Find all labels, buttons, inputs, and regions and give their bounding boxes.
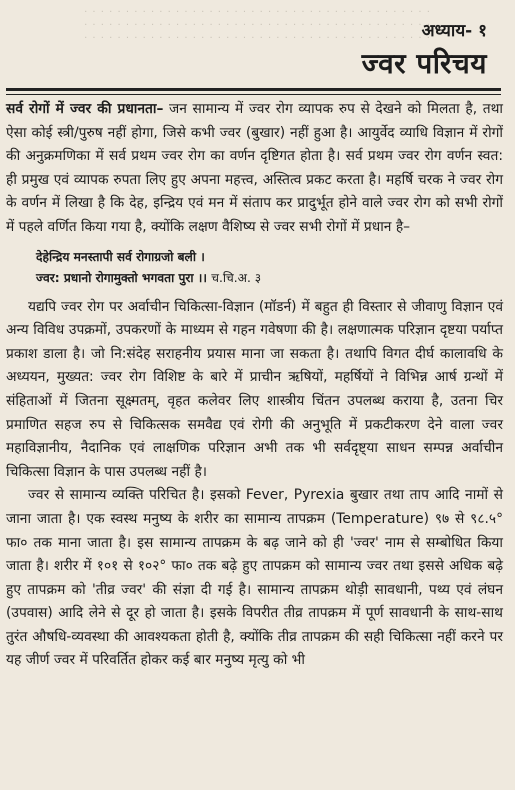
- heading-rule-thin: [6, 94, 501, 95]
- chapter-title: ज्वर परिचय: [361, 47, 487, 80]
- page-body: [6, 98, 503, 673]
- verse-line-1: देहेन्द्रिय मनस्तापी सर्व रोगाग्रजो बली ।: [36, 249, 205, 264]
- heading-rule-thick: [6, 88, 501, 91]
- intro-paragraph: [6, 98, 503, 240]
- bleed-through-text: · · · · · · · · · · · · · · · · · · · · · · · · · · · · · · · · · · · · · · · · · · · · · · · · · · · · · · · · · · · · · · · · · · · · · · · · · · · · · · · · · · · · · · · · · · · · · · · · · · · · · · · · · · · · · · · · · · · · · · · · · · · · · ·: [84, 7, 431, 44]
- verse-reference: च.चि.अ. ३: [211, 270, 262, 285]
- verse-line-2-text: ज्वर: प्रधानो रोगामुक्तो भगवता पुरा ।।: [36, 270, 208, 285]
- paragraph-fever-definition: ज्वर से सामान्य व्यक्ति परिचित है। इसको Fever, Pyrexia बुखार तथा ताप आदि नामों से जाना जाता है। एक स्वस्थ मनुष्य के शरीर का सामान्य तापक्रम (Temperature) ९७ से ९८.५° फा० तक माना जाता है। इस सामान्य तापक्रम के बढ़ जाने को ही 'ज्वर' नाम से सम्बोधित किया जाता है। शरीर में १०१ से १०२° फा० तक बढ़े हुए तापक्रम को सामान्य ज्वर तथा इससे अधिक बढ़े हुए तापक्रम को 'तीव्र ज्वर' की संज्ञा दी गई है। सामान्य तापक्रम थोड़ी सावधानी, पथ्य एवं लंघन (उपवास) आदि लेने से दूर हो जाता है। इसके विपरीत तीव्र तापक्रम में पूर्ण सावधानी के साथ-साथ तुरंत औषधि-व्यवस्था की आवश्यकता होती है, क्योंकि तीव्र तापक्रम की सही चिकित्सा नहीं करने पर यह जीर्ण ज्वर में परिवर्तित होकर कई बार मनुष्य मृत्यु को भी: [6, 487, 503, 669]
- intro-text: जन सामान्य में ज्वर रोग व्यापक रुप से देखने को मिलता है, तथा ऐसा कोई स्त्री/पुरुष नहीं होगा, जिसे कभी ज्वर (बुखार) नहीं हुआ है। आयुर्वेद व्याधि विज्ञान में रोगों की अनुक्रमणिका में सर्व प्रथम ज्वर रोग का वर्णन दृष्टिगत होता है। सर्व प्रथम ज्वर रोग वर्णन स्वत: ही प्रमुख एवं व्यापक रुपता लिए हुए अपना महत्त्व, अस्तित्व प्रकट करता है। महर्षि चरक ने ज्वर रोग के वर्णन में लिखा है कि देह, इन्द्रिय एवं मन में संताप कर प्रादुर्भूत होने वाले ज्वर रोग को सभी रोगों में पहले वर्णित किया गया है, क्योंकि लक्षण वैशिष्य से ज्वर सभी रोगों में प्रधान है–: [6, 101, 503, 235]
- chapter-number: अध्याय- १: [421, 21, 487, 41]
- paragraph-modern-science: यद्यपि ज्वर रोग पर अर्वाचीन चिकित्सा-विज्ञान (मॉडर्न) में बहुत ही विस्तार से जीवाणु विज्ञान एवं अन्य विविध उपक्रमों, उपकरणों के माध्यम से गहन गवेषणा की है। लक्षणात्मक परिज्ञान दृष्टया पर्याप्त प्रकाश डाला है। जो नि:संदेह सराहनीय प्रयास माना जा सकता है। तथापि विगत दीर्घ कालावधि के अध्ययन, मुख्यत: ज्वर रोग विशिष्ट के बारे में प्राचीन ऋषियों, महर्षियों ने विभिन्न आर्ष ग्रन्थों में संहिताओं में जितना सूक्ष्मतम्, वृहत कलेवर लिए शास्त्रीय चिंतन उपलब्ध कराया है, उतना चिर प्रमाणित सहज रुप से चिकित्सक समवैद्य एवं रोगी की अनुभूति में प्रकटीकरण देने वाला ज्वर महाविज्ञानीय, नैदानिक एवं लाक्षणिक परिज्ञान अभी तक भी सर्वदृष्ट्या साधन सम्पन्न अर्वाचीन चिकित्सा विज्ञान के पास उपलब्ध नहीं है।: [6, 298, 503, 480]
- verse-line-2: [36, 268, 503, 289]
- sanskrit-verse: [36, 247, 503, 289]
- section-heading: सर्व रोगों में ज्वर की प्रधानता–: [6, 101, 164, 117]
